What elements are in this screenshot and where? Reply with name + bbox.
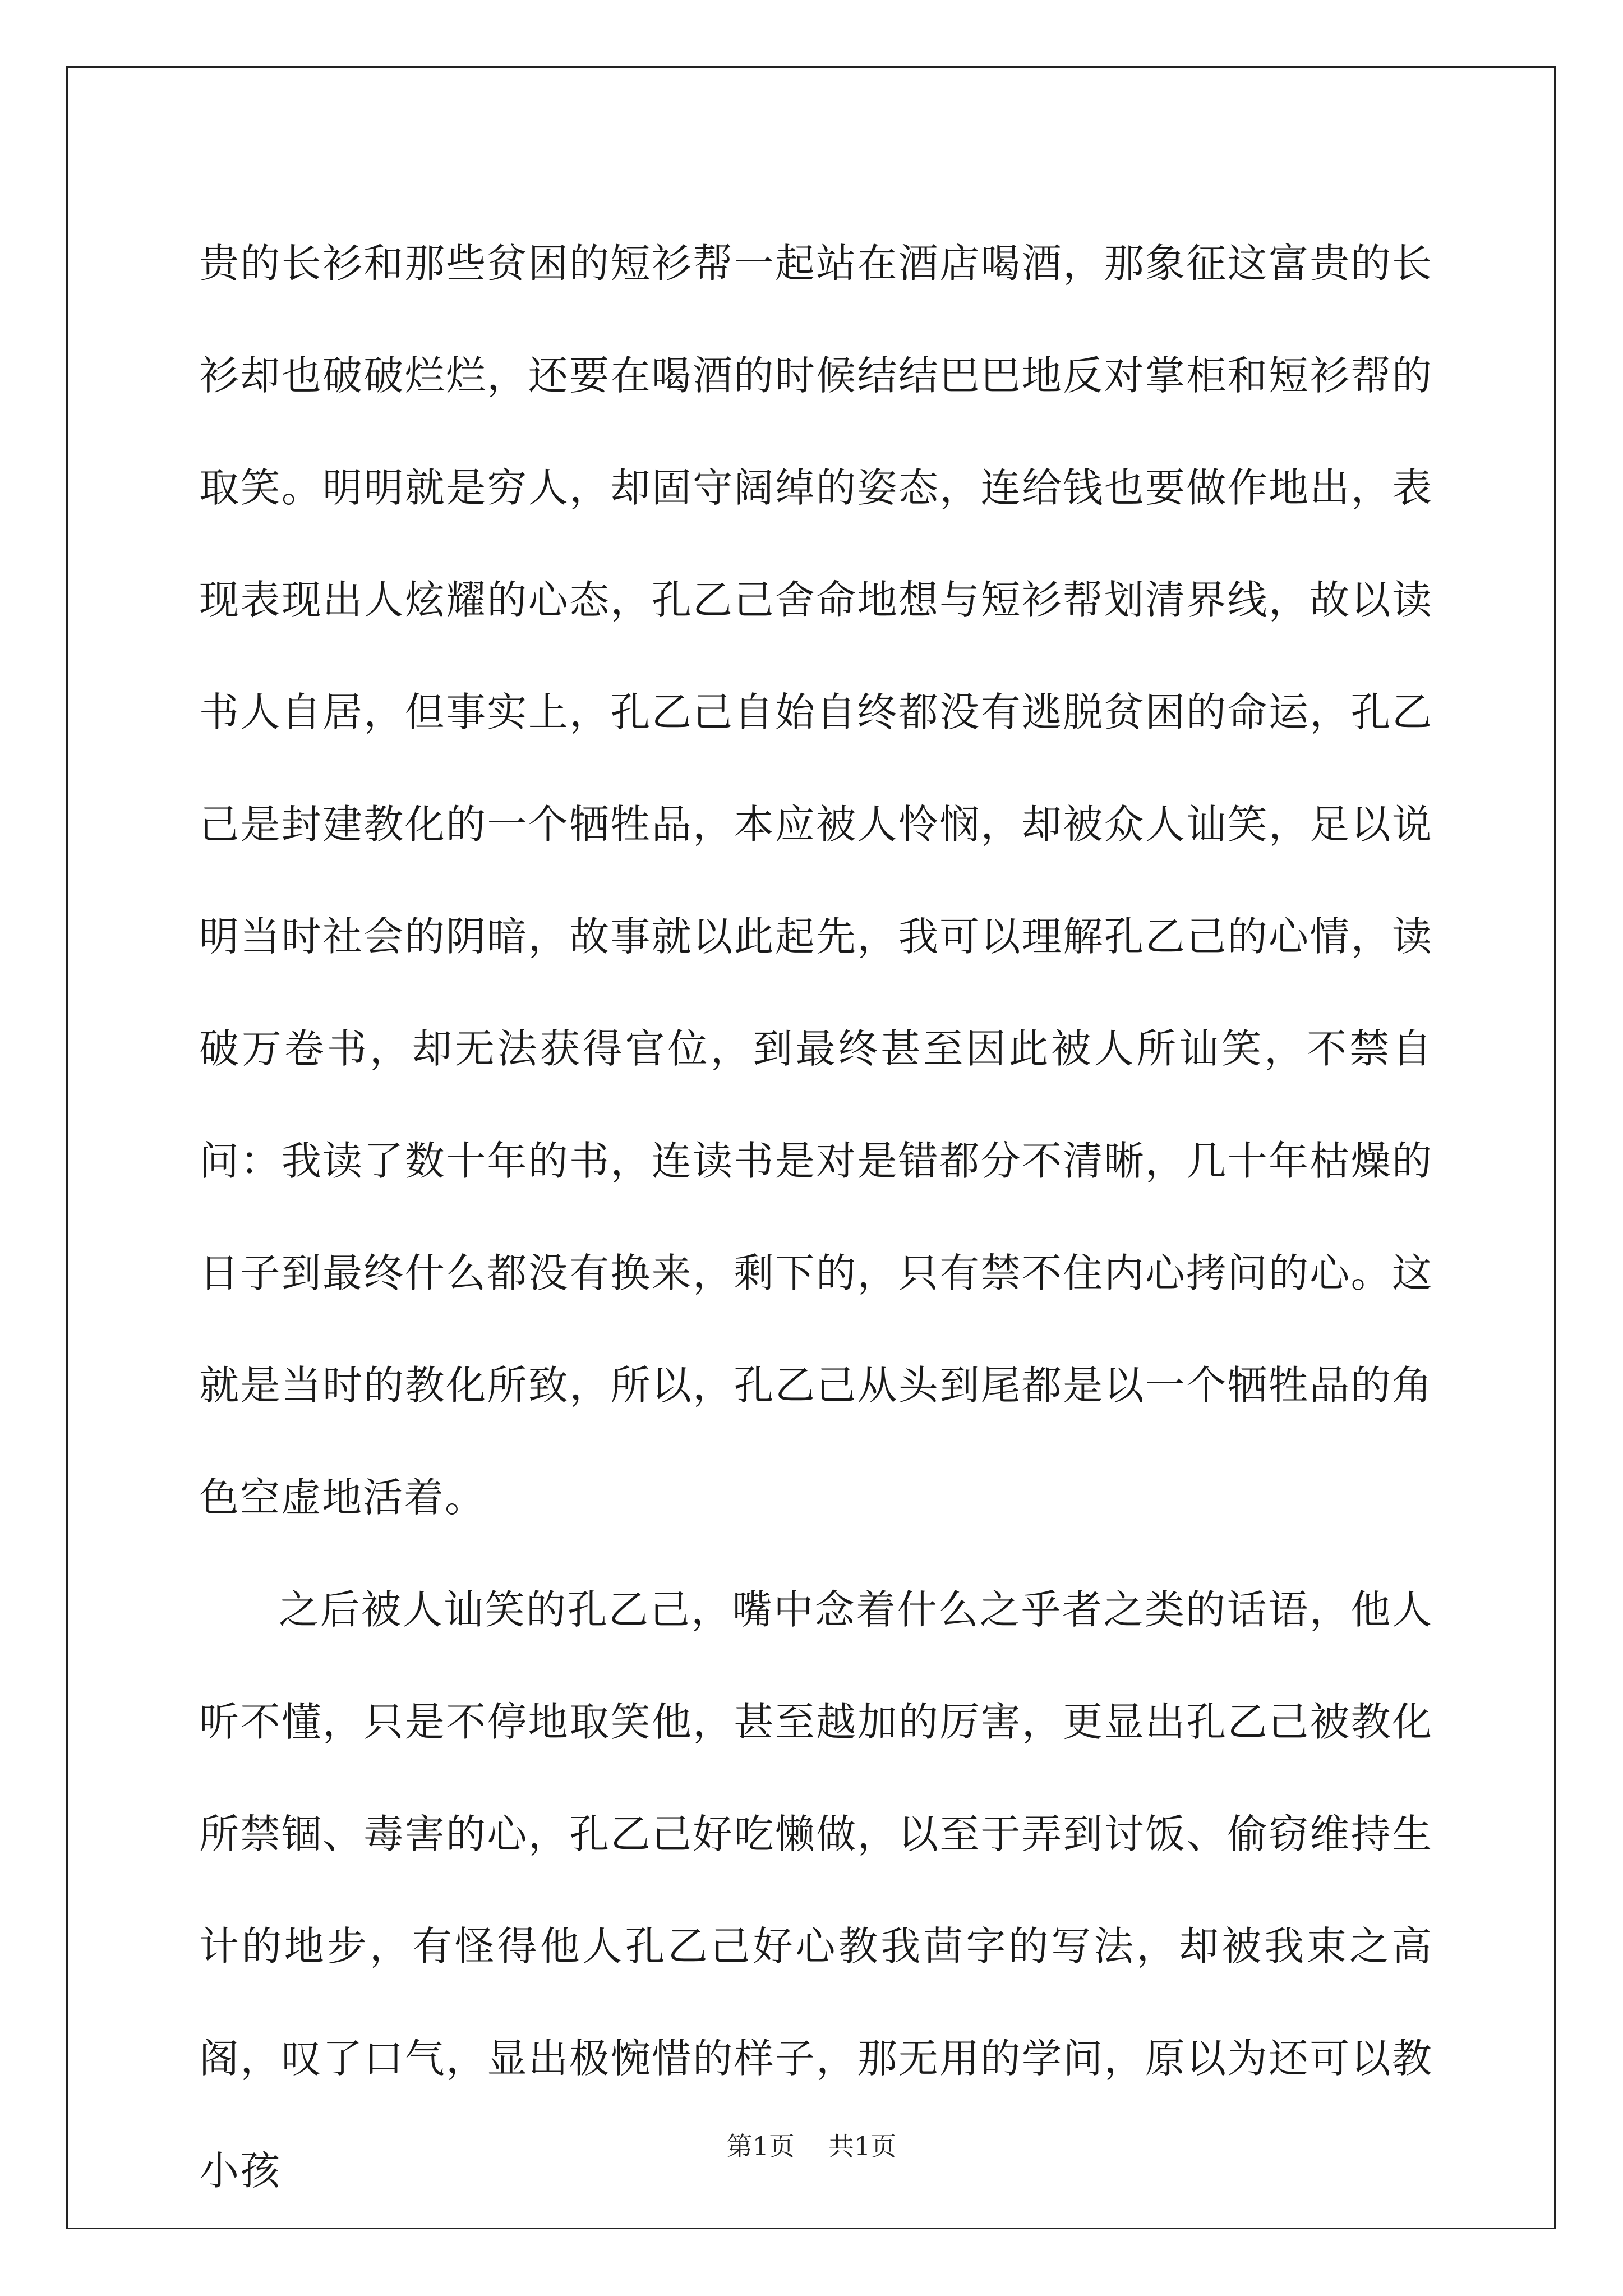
page-number: 第1页 <box>726 2131 795 2161</box>
page-footer <box>0 2126 1623 2163</box>
paragraph-1: 贵的长衫和那些贫困的短衫帮一起站在酒店喝酒，那象征这富贵的长衫却也破破烂烂，还要在喝酒的时候结结巴巴地反对掌柜和短衫帮的取笑。明明就是穷人，却固守阔绰的姿态，连给钱也要做作地出，表现表现出人炫耀的心态，孔乙己舍命地想与短衫帮划清界线，故以读书人自居，但事实上，孔乙己自始自终都没有逃脱贫困的命运，孔乙己是封建教化的一个牺牲品，本应被人怜悯，却被众人讪笑，足以说明当时社会的阴暗，故事就以此起先，我可以理解孔乙己的心情，读破万卷书，却无法获得官位，到最终甚至因此被人所讪笑，不禁自问：我读了数十年的书，连读书是对是错都分不清晰，几十年枯燥的日子到最终什么都没有换来，剩下的，只有禁不住内心拷问的心。这就是当时的教化所致，所以，孔乙己从头到尾都是以一个牺牲品的角色空虚地活着。 <box>199 240 1433 1521</box>
paragraph-2: 之后被人讪笑的孔乙己，嘴中念着什么之乎者之类的话语，他人听不懂，只是不停地取笑他，甚至越加的厉害，更显出孔乙己被教化所禁锢、毒害的心，孔乙己好吃懒做，以至于弄到讨饭、偷窃维持生计的地步，有怪得他人孔乙己好心教我茴字的写法，却被我束之高阁，叹了口气，显出极惋惜的样子，那无用的学问，原以为还可以教小孩 <box>199 1586 1433 2194</box>
page-total: 共1页 <box>828 2131 897 2161</box>
document-body <box>199 208 1433 2227</box>
